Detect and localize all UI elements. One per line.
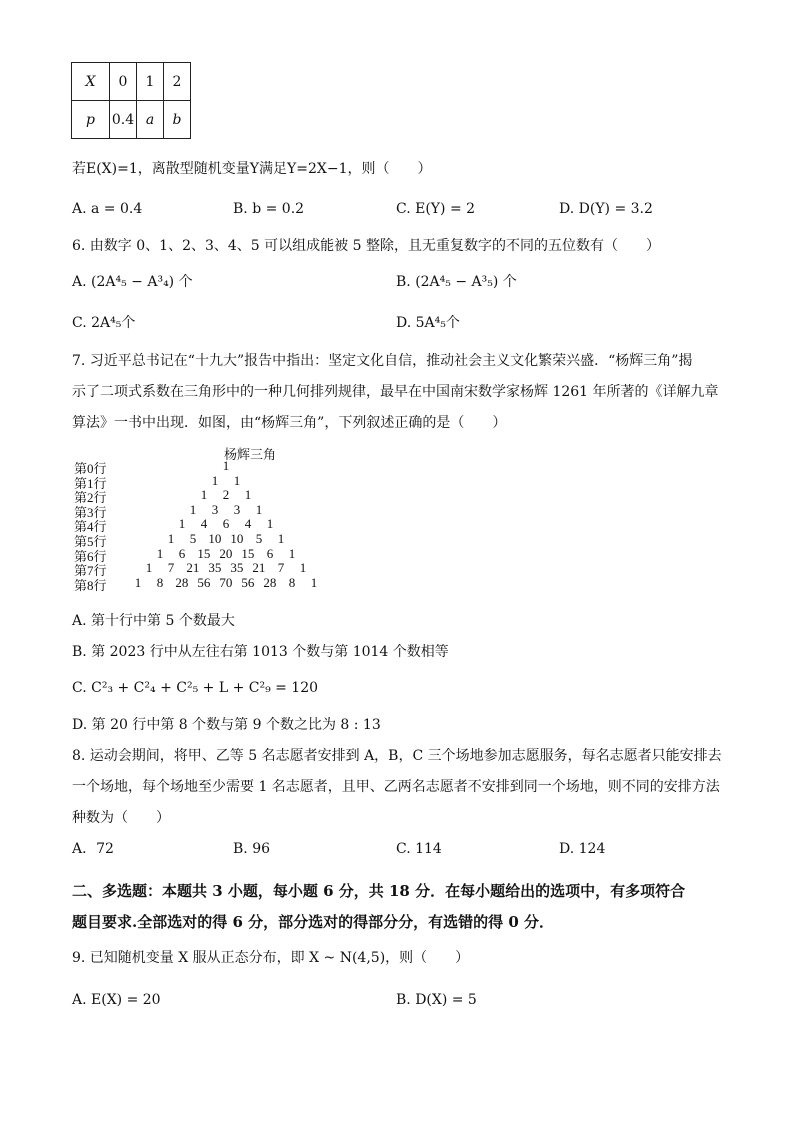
q6-option-c: C. 2A⁴₅个 — [72, 315, 136, 331]
table-cell: b — [164, 101, 191, 139]
section-heading: 二、多选题：本题共 3 小题，每小题 6 分，共 18 分．在每小题给出的选项中，有多项符合 — [72, 882, 686, 900]
triangle-number: 3 — [211, 501, 219, 517]
triangle-row — [74, 472, 374, 491]
triangle-number: 8 — [156, 574, 164, 590]
triangle-number: 6 — [222, 516, 230, 532]
table-cell: 2 — [164, 63, 191, 101]
triangle-row-label: 第1行 — [74, 475, 107, 491]
triangle-number: 1 — [310, 574, 318, 590]
q5-option-d: D. D(Y) = 3.2 — [559, 201, 653, 217]
triangle-number: 1 — [222, 458, 230, 473]
triangle-number: 21 — [252, 560, 266, 576]
triangle-row — [74, 574, 374, 593]
triangle-number: 6 — [266, 545, 274, 561]
triangle-number: 1 — [167, 531, 175, 546]
triangle-row — [74, 487, 374, 506]
triangle-row — [74, 531, 374, 549]
q6-option-a: A. (2A⁴₅ − A³₄) 个 — [72, 274, 193, 290]
triangle-row — [74, 516, 374, 535]
q7-stem-line: 示了二项式系数在三角形中的一种几何排列规律，最早在中国南宋数学家杨辉 1261 年所著的《详解九章 — [72, 384, 719, 400]
triangle-number: 5 — [189, 531, 197, 546]
table-cell: a — [137, 101, 164, 139]
q5-stem: 若E(X)=1，离散型随机变量Y满足Y=2X−1，则（ ） — [72, 161, 432, 177]
triangle-number: 1 — [178, 516, 186, 532]
q8-option-a: A．72 — [72, 841, 114, 857]
triangle-number: 7 — [167, 560, 175, 576]
q7-stem-line: 算法》一书中出现．如图，由“杨辉三角”，下列叙述正确的是（ ） — [72, 415, 507, 431]
triangle-number: 21 — [186, 560, 200, 576]
triangle-number: 1 — [244, 487, 252, 503]
triangle-number: 4 — [244, 516, 252, 532]
triangle-row-label: 第6行 — [74, 548, 107, 564]
q6-option-b: B. (2A⁴₅ − A³₅) 个 — [396, 274, 517, 290]
q9-stem: 9. 已知随机变量 X 服从正态分布，即 X ~ N(4,5)，则（ ） — [72, 950, 470, 966]
triangle-number: 1 — [211, 472, 219, 488]
triangle-number: 7 — [277, 560, 285, 576]
distribution-table — [71, 62, 191, 139]
triangle-number: 1 — [233, 472, 241, 488]
triangle-number: 2 — [222, 487, 230, 503]
triangle-number: 28 — [263, 574, 277, 590]
triangle-row-label: 第0行 — [74, 461, 107, 476]
table-cell: 0.4 — [110, 101, 137, 139]
triangle-row-label: 第3行 — [74, 504, 107, 520]
triangle-number: 1 — [299, 560, 307, 576]
q5-option-c: C. E(Y) = 2 — [396, 201, 476, 217]
triangle-row-label: 第4行 — [74, 519, 107, 535]
triangle-number: 1 — [255, 501, 263, 517]
triangle-number: 1 — [134, 574, 142, 590]
q6-option-d: D. 5A⁴₅个 — [396, 315, 460, 331]
table-row — [72, 63, 191, 101]
triangle-row — [74, 458, 374, 476]
table-cell: p — [72, 101, 110, 139]
triangle-number: 1 — [266, 516, 274, 532]
triangle-number: 35 — [230, 560, 244, 576]
triangle-row-label: 第8行 — [74, 577, 107, 593]
q7-stem-line: 7. 习近平总书记在“十九大”报告中指出：坚定文化自信，推动社会主义文化繁荣兴盛．“杨辉三角”揭 — [72, 353, 693, 369]
triangle-number: 35 — [208, 560, 222, 576]
triangle-row-label: 第7行 — [74, 563, 107, 579]
triangle-number: 5 — [255, 531, 263, 546]
q7-option-c: C. C²₃ + C²₄ + C²₅ + L + C²₉ = 120 — [72, 680, 319, 696]
triangle-number: 8 — [288, 574, 296, 590]
table-row — [72, 101, 191, 139]
triangle-title: 杨辉三角 — [224, 447, 277, 462]
table-cell: 1 — [137, 63, 164, 101]
triangle-number: 28 — [175, 574, 189, 590]
q8-stem-line: 种数为（ ） — [72, 810, 170, 826]
triangle-number: 70 — [219, 574, 233, 590]
triangle-number: 3 — [233, 501, 241, 517]
q7-option-d: D. 第 20 行中第 8 个数与第 9 个数之比为 8 : 13 — [72, 717, 381, 733]
triangle-number: 20 — [219, 545, 233, 561]
q5-option-b: B. b = 0.2 — [233, 201, 305, 217]
triangle-row-label: 第5行 — [74, 534, 107, 549]
q9-option-b: B. D(X) = 5 — [396, 992, 477, 1008]
q8-stem-line: 一个场地，每个场地至少需要 1 名志愿者，且甲、乙两名志愿者不安排到同一个场地，则不同的安排方法 — [72, 779, 720, 795]
triangle-number: 56 — [241, 574, 255, 590]
triangle-number: 1 — [156, 545, 164, 561]
triangle-number: 1 — [145, 560, 153, 576]
q7-option-b: B. 第 2023 行中从左往右第 1013 个数与第 1014 个数相等 — [72, 644, 449, 660]
triangle-number: 10 — [230, 531, 244, 546]
triangle-number: 1 — [189, 501, 197, 517]
q6-stem: 6. 由数字 0、1、2、3、4、5 可以组成能被 5 整除，且无重复数字的不同的五位数有（ ） — [72, 238, 660, 254]
triangle-number: 1 — [288, 545, 296, 561]
q8-option-d: D. 124 — [559, 841, 606, 857]
triangle-number: 1 — [200, 487, 208, 503]
q8-option-b: B. 96 — [233, 841, 271, 857]
q5-option-a: A. a = 0.4 — [72, 201, 143, 217]
q8-option-c: C. 114 — [396, 841, 442, 857]
triangle-number: 4 — [200, 516, 208, 532]
q8-stem-line: 8. 运动会期间，将甲、乙等 5 名志愿者安排到 A，B，C 三个场地参加志愿服务，每名志愿者只能安排去 — [72, 748, 722, 764]
triangle-row-label: 第2行 — [74, 490, 107, 506]
triangle-row — [74, 560, 374, 579]
table-cell: X — [72, 63, 110, 101]
triangle-number: 15 — [197, 545, 211, 561]
q9-option-a: A. E(X) = 20 — [72, 992, 161, 1008]
triangle-number: 10 — [208, 531, 222, 546]
q7-option-a: A. 第十行中第 5 个数最大 — [72, 613, 235, 629]
triangle-row — [74, 545, 374, 564]
table-cell: 0 — [110, 63, 137, 101]
section-heading: 题目要求.全部选对的得 6 分，部分选对的得部分分，有选错的得 0 分． — [72, 913, 554, 931]
triangle-number: 6 — [178, 545, 186, 561]
triangle-row — [74, 501, 374, 520]
triangle-number: 56 — [197, 574, 211, 590]
triangle-number: 1 — [277, 531, 285, 546]
triangle-number: 15 — [241, 545, 255, 561]
